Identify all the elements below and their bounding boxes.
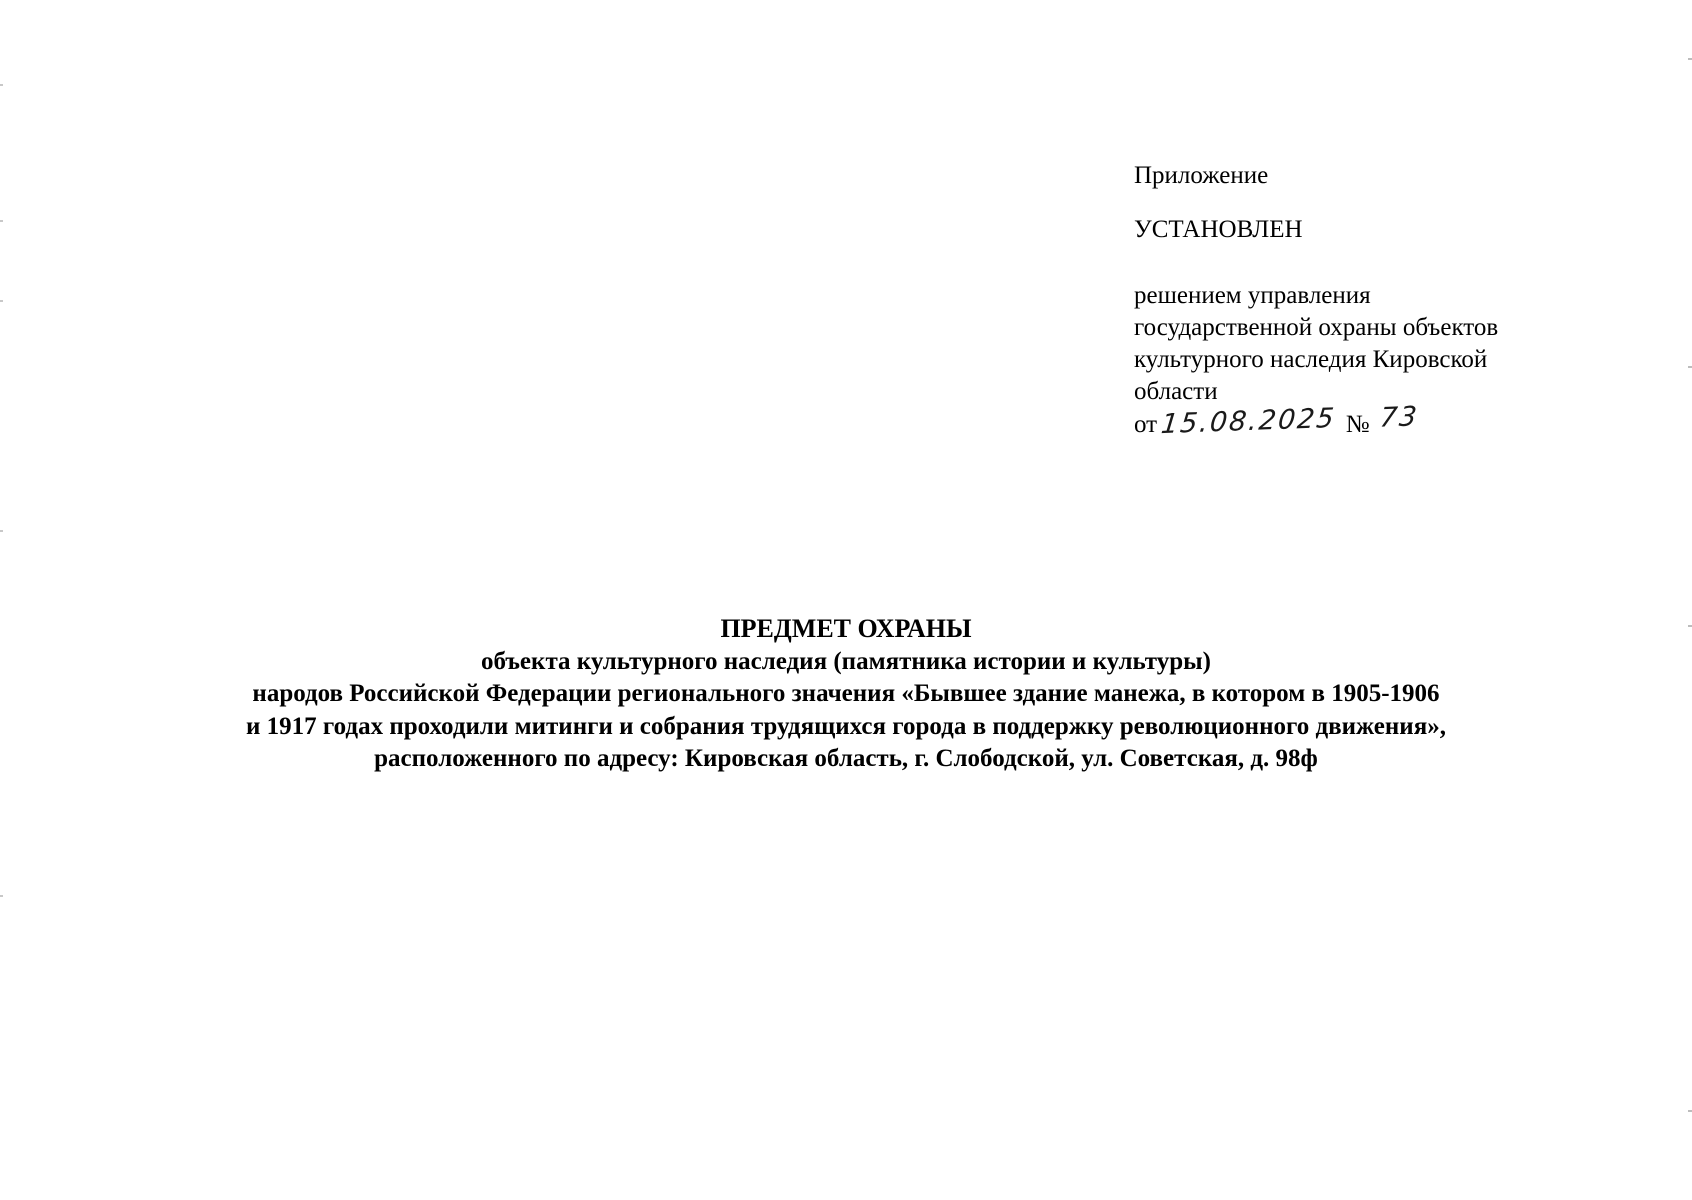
established-label: УСТАНОВЛЕН <box>1134 216 1303 243</box>
decision-line: государственной охраны объектов <box>1134 314 1499 341</box>
appendix-label: Приложение <box>1134 162 1269 189</box>
decision-line: области <box>1134 378 1218 405</box>
scan-artifact <box>0 530 3 532</box>
scan-artifact <box>0 895 3 897</box>
title-line: расположенного по адресу: Кировская область, г. Слободской, ул. Советская, д. 98ф <box>374 745 1318 772</box>
handwritten-number: 73 <box>1377 401 1420 434</box>
scan-artifact <box>0 300 3 302</box>
scan-artifact <box>1688 1110 1692 1112</box>
decision-date-line <box>1134 401 1614 441</box>
document-title-block <box>150 613 1542 776</box>
decision-line: решением управления <box>1134 282 1371 309</box>
approval-stamp-block <box>1134 160 1614 441</box>
scan-artifact <box>1688 366 1692 368</box>
scan-artifact <box>0 220 3 222</box>
scan-artifact <box>1688 625 1692 627</box>
title-line: и 1917 годах проходили митинги и собрания трудящихся города в поддержку революционного движения», <box>246 712 1446 740</box>
handwritten-date: 15.08.2025 <box>1159 402 1338 441</box>
title-line: объекта культурного наследия (памятника истории и культуры) <box>480 647 1211 675</box>
document-heading: ПРЕДМЕТ ОХРАНЫ <box>720 614 972 643</box>
decision-line: культурного наследия Кировской <box>1134 346 1488 373</box>
scan-artifact <box>0 84 3 86</box>
scan-artifact <box>1688 58 1692 60</box>
number-sign: № <box>1345 411 1370 438</box>
title-line: народов Российской Федерации регионального значения «Бывшее здание манежа, в котором в 1905-1906 <box>252 680 1440 707</box>
date-prefix: от <box>1134 411 1158 438</box>
